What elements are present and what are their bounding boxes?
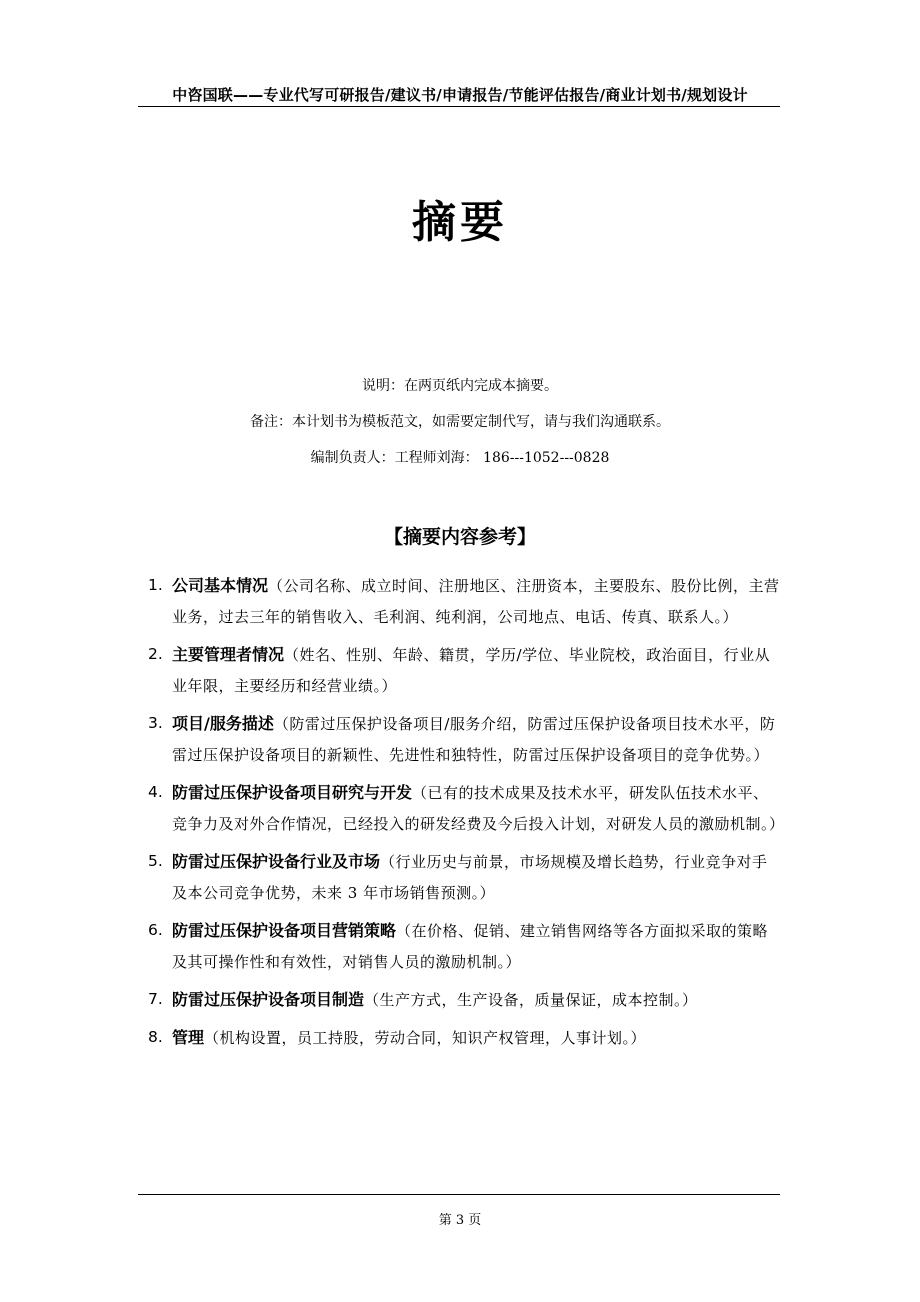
note-contact: 编制负责人：工程师刘海： 186---1052---0828: [310, 450, 610, 466]
list-item: [148, 984, 783, 1016]
list-item: [148, 639, 783, 702]
item-description: （机构设置，员工持股，劳动合同，知识产权管理，人事计划。）: [204, 1029, 647, 1047]
item-description: （姓名、性别、年龄、籍贯，学历/学位、毕业院校，政治面目，行业从业年限，主要经历和经营业绩。）: [172, 646, 771, 695]
item-title: 防雷过压保护设备项目研究与开发: [172, 783, 413, 802]
list-item: [148, 708, 783, 771]
list-item: [148, 777, 783, 840]
item-description: （防雷过压保护设备项目/服务介绍，防雷过压保护设备项目技术水平，防雷过压保护设备项目的新颖性、先进性和独特性，防雷过压保护设备项目的竞争优势。）: [172, 715, 776, 764]
item-number: 2.: [148, 645, 163, 663]
list-item: [148, 1022, 783, 1054]
item-title: 主要管理者情况: [172, 645, 285, 664]
list-item: [148, 570, 783, 633]
page-number: 第 3 页: [438, 1213, 482, 1228]
note-remark: 备注：本计划书为模板范文，如需要定制代写，请与我们沟通联系。: [250, 414, 670, 430]
item-description: （行业历史与前景，市场规模及增长趋势，行业竞争对手及本公司竞争优势，未来 3 年市场销售预测。）: [172, 853, 768, 902]
page-header: 中咨国联——专业代写可研报告/建议书/申请报告/节能评估报告/商业计划书/规划设计: [172, 86, 748, 104]
footer-divider: [138, 1194, 780, 1195]
list-item: [148, 915, 783, 978]
item-number: 3.: [148, 714, 163, 732]
item-title: 项目/服务描述: [172, 714, 274, 733]
list-item: [148, 846, 783, 909]
item-description: （在价格、促销、建立销售网络等各方面拟采取的策略及其可操作性和有效性，对销售人员的激励机制。）: [172, 922, 769, 971]
item-title: 防雷过压保护设备行业及市场: [172, 852, 381, 871]
item-number: 1.: [148, 576, 163, 594]
item-description: （生产方式，生产设备，质量保证，成本控制。）: [364, 991, 698, 1009]
item-description: （已有的技术成果及技术水平，研发队伍技术水平、竞争力及对外合作情况，已经投入的研发经费及今后投入计划，对研发人员的激励机制。）: [172, 784, 785, 833]
item-title: 防雷过压保护设备项目营销策略: [172, 921, 397, 940]
summary-items-list: [148, 570, 783, 1060]
item-title: 公司基本情况: [172, 576, 269, 595]
section-heading: 【摘要内容参考】: [383, 526, 536, 548]
header-divider: [138, 106, 780, 107]
page-title: 摘要: [412, 197, 508, 248]
item-title: 管理: [172, 1028, 205, 1047]
item-number: 6.: [148, 921, 163, 939]
item-number: 8.: [148, 1028, 163, 1046]
item-title: 防雷过压保护设备项目制造: [172, 990, 365, 1009]
item-number: 7.: [148, 990, 163, 1008]
note-explanation: 说明：在两页纸内完成本摘要。: [362, 378, 558, 394]
item-number: 4.: [148, 783, 163, 801]
item-description: （公司名称、成立时间、注册地区、注册资本，主要股东、股份比例，主营业务，过去三年的销售收入、毛利润、纯利润，公司地点、电话、传真、联系人。）: [172, 577, 780, 626]
item-number: 5.: [148, 852, 163, 870]
